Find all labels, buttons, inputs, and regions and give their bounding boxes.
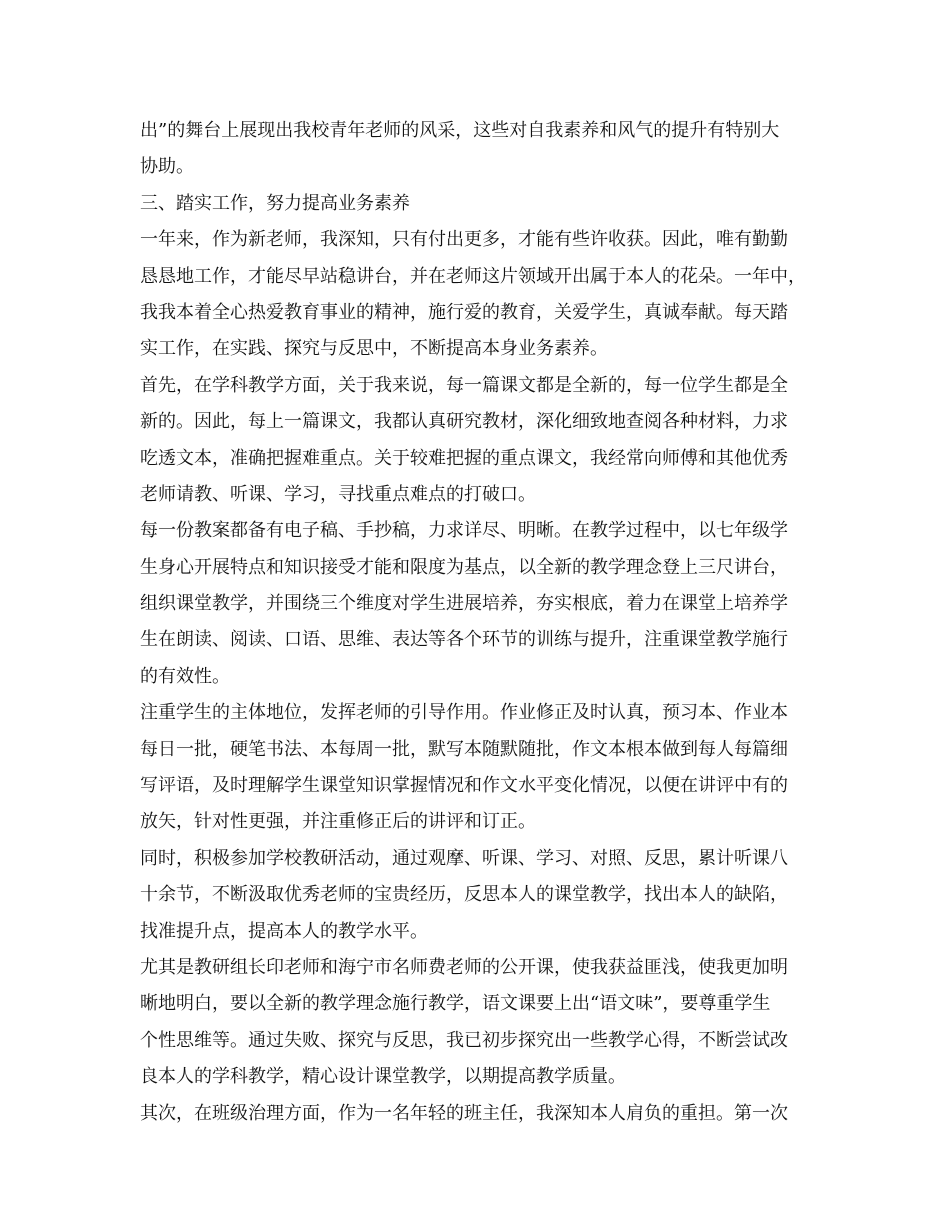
- text-line: 吃透文本，准确把握难重点。关于较难把握的重点课文，我经常向师傅和其他优秀: [140, 447, 788, 469]
- text-line: 的有效性。: [140, 665, 230, 687]
- text-line: 老师请教、听课、学习，寻找重点难点的打破口。: [140, 483, 536, 505]
- text-line: 我我本着全心热爱教育事业的精神，施行爱的教育，关爱学生，真诚奉献。每天踏: [140, 301, 788, 323]
- text-line: 实工作，在实践、探究与反思中，不断提高本身业务素养。: [140, 338, 608, 360]
- text-line: 放矢，针对性更强，并注重修正后的讲评和订正。: [140, 811, 536, 833]
- text-line: 首先，在学科教学方面，关于我来说，每一篇课文都是全新的，每一位学生都是全: [140, 374, 788, 396]
- text-line: 尤其是教研组长印老师和海宁市名师费老师的公开课，使我获益匪浅，使我更加明: [140, 956, 788, 978]
- text-line: 注重学生的主体地位，发挥老师的引导作用。作业修正及时认真，预习本、作业本: [140, 702, 788, 724]
- document-body: [140, 113, 820, 1132]
- text-line: 生身心开展特点和知识接受才能和限度为基点，以全新的教学理念登上三尺讲台，: [140, 556, 788, 578]
- section-heading: 三、踏实工作，努力提高业务素养: [140, 192, 410, 214]
- text-line: 十余节，不断汲取优秀老师的宝贵经历，反思本人的课堂教学，找出本人的缺陷，: [140, 884, 788, 906]
- text-line: 良本人的学科教学，精心设计课堂教学，以期提高教学质量。: [140, 1066, 626, 1088]
- text-line: 其次，在班级治理方面，作为一名年轻的班主任，我深知本人肩负的重担。第一次: [140, 1102, 788, 1124]
- text-line: 协助。: [140, 156, 194, 178]
- text-line: 每日一批，硬笔书法、本每周一批，默写本随默随批，作文本根本做到每人每篇细: [140, 738, 788, 760]
- text-line: 写评语，及时理解学生课堂知识掌握情况和作文水平变化情况，以便在讲评中有的: [140, 775, 788, 797]
- text-line: 找准提升点，提高本人的教学水平。: [140, 920, 428, 942]
- text-line: 组织课堂教学，并围绕三个维度对学生进展培养，夯实根底，着力在课堂上培养学: [140, 593, 788, 615]
- text-line: 新的。因此，每上一篇课文，我都认真研究教材，深化细致地查阅各种材料，力求: [140, 411, 788, 433]
- text-line: 每一份教案都备有电子稿、手抄稿，力求详尽、明晰。在教学过程中，以七年级学: [140, 520, 788, 542]
- text-line: 个性思维等。通过失败、探究与反思，我已初步探究出一些教学心得，不断尝试改: [140, 1029, 788, 1051]
- text-line: 同时，积极参加学校教研活动，通过观摩、听课、学习、对照、反思，累计听课八: [140, 847, 788, 869]
- text-line: 出”的舞台上展现出我校青年老师的风采，这些对自我素养和风气的提升有特别大: [140, 120, 780, 141]
- text-line: 晰地明白，要以全新的教学理念施行教学，语文课要上出“语文味”，要尊重学生: [140, 993, 771, 1015]
- text-line: 生在朗读、阅读、口语、思维、表达等各个环节的训练与提升，注重课堂教学施行: [140, 629, 788, 651]
- text-line: 一年来，作为新老师，我深知，只有付出更多，才能有些许收获。因此，唯有勤勤: [140, 229, 788, 251]
- text-line: 恳恳地工作，才能尽早站稳讲台，并在老师这片领域开出属于本人的花朵。一年中，: [140, 265, 806, 287]
